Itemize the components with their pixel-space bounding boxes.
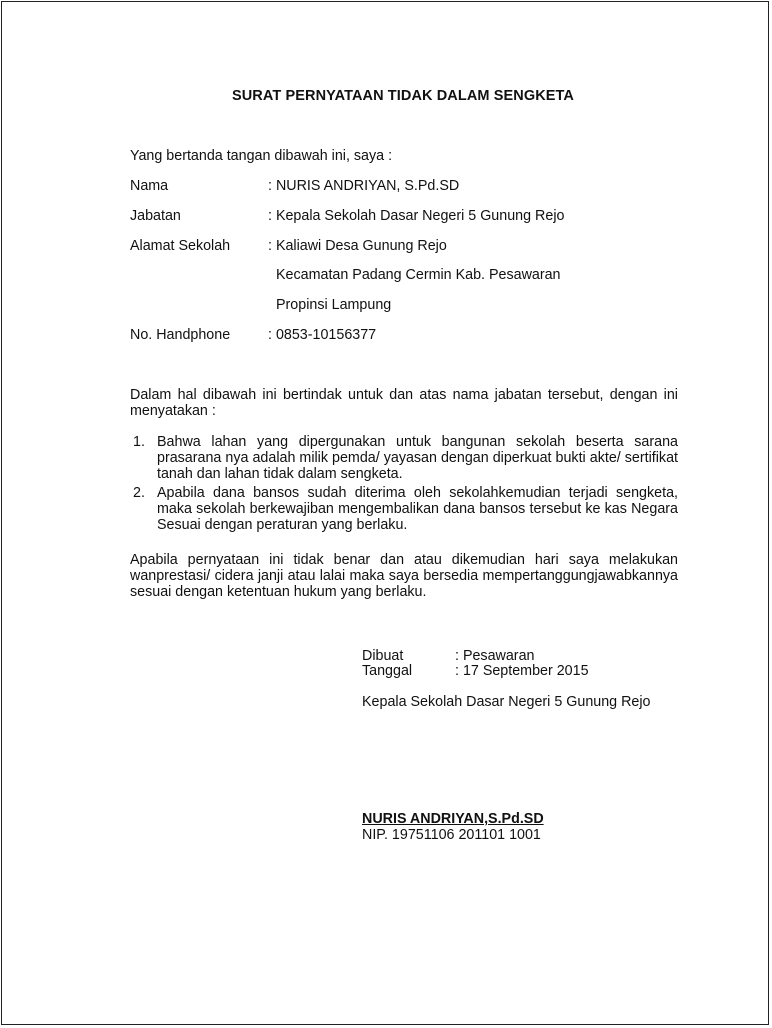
alamat-line2: Kecamatan Padang Cermin Kab. Pesawaran	[276, 267, 561, 283]
list-item-text: Bahwa lahan yang dipergunakan untuk bangunan sekolah beserta sarana prasarana nya adalah milik pemda/ yayasan dengan diperkuat bukti akte/ sertifikat tanah dan lahan tidak dalam sengketa.	[157, 434, 678, 482]
list-item-number: 1.	[133, 434, 145, 450]
alamat-value: : Kaliawi Desa Gunung Rejo	[268, 238, 447, 254]
tanggal-label: Tanggal	[362, 663, 413, 679]
dibuat-value: : Pesawaran	[455, 648, 535, 664]
jabatan-label: Jabatan	[130, 208, 181, 224]
statement-list	[130, 434, 678, 533]
tanggal-value: : 17 September 2015	[455, 663, 589, 679]
list-item-number: 2.	[133, 485, 145, 501]
handphone-label: No. Handphone	[130, 327, 231, 343]
jabatan-value: : Kepala Sekolah Dasar Negeri 5 Gunung Rejo	[268, 208, 565, 224]
intro-text: Yang bertanda tangan dibawah ini, saya :	[130, 148, 393, 164]
handphone-value: : 0853-10156377	[268, 327, 377, 343]
alamat-label: Alamat Sekolah	[130, 238, 231, 254]
document-title: SURAT PERNYATAAN TIDAK DALAM SENGKETA	[231, 88, 575, 104]
signatory-position: Kepala Sekolah Dasar Negeri 5 Gunung Rejo	[362, 694, 651, 710]
signatory-name: NURIS ANDRIYAN,S.Pd.SD	[362, 811, 544, 827]
list-item	[130, 485, 678, 533]
nama-value: : NURIS ANDRIYAN, S.Pd.SD	[268, 178, 460, 194]
signatory-nip: NIP. 19751106 201101 1001	[362, 827, 541, 843]
closing-paragraph: Apabila pernyataan ini tidak benar dan atau dikemudian hari saya melakukan wanprestasi/ cidera janji atau lalai maka saya bersedia mempertanggungjawabkannya sesuai dengan ketentuan hukum yang berlaku.	[130, 552, 678, 600]
nama-label: Nama	[130, 178, 169, 194]
alamat-line3: Propinsi Lampung	[276, 297, 392, 313]
list-item-text: Apabila dana bansos sudah diterima oleh sekolahkemudian terjadi sengketa, maka sekolah berkewajiban mengembalikan dana bansos tersebut ke kas Negara Sesuai dengan peraturan yang berlaku.	[157, 485, 678, 533]
list-item	[130, 434, 678, 482]
dibuat-label: Dibuat	[362, 648, 404, 664]
statement-paragraph: Dalam hal dibawah ini bertindak untuk dan atas nama jabatan tersebut, dengan ini menyatakan :	[130, 387, 678, 419]
